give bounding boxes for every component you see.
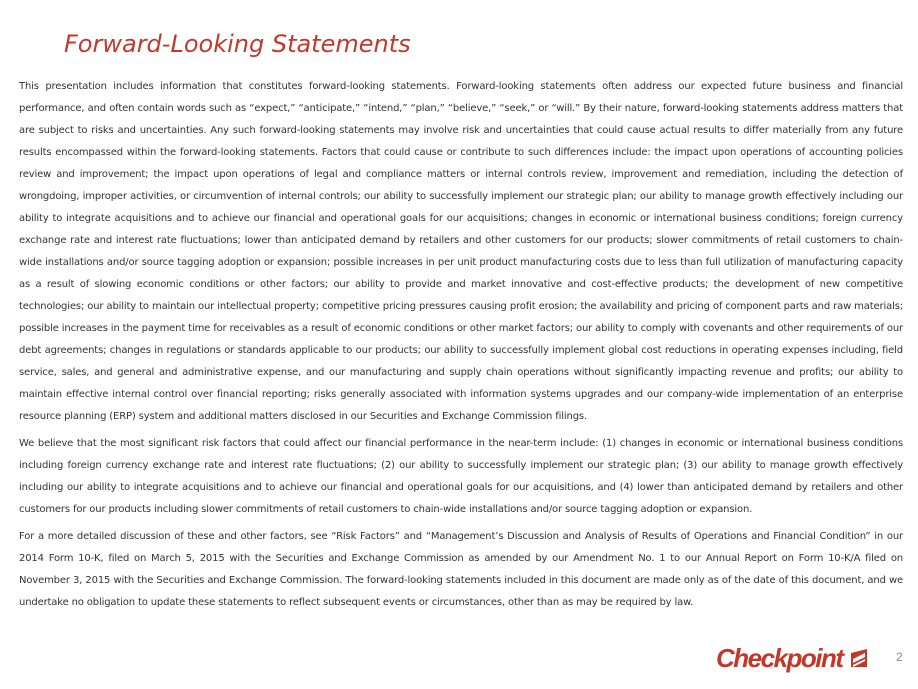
paragraph-forward-looking: This presentation includes information that constitutes forward-looking statements. Forward-looking statements often address our expected future business and financial performance, and often contain words such as “expect,” “anticipate,” “intend,” “plan,” “believe,” “seek,” or “will.” By their nature, forward-looking statements address matters that are subject to risks and uncertainties. Any such forward-looking statements may involve risk and uncertainties that could cause actual results to differ materially from any future results encompassed within the forward-looking statements. Factors that could cause or contribute to such differences include: the impact upon operations of accounting policies review and improvement; the impact upon operations of legal and compliance matters or internal controls review, improvement and remediation, including the detection of wrongdoing, improper activities, or circumvention of internal controls; our ability to successfully implement our strategic plan; our ability to manage growth effectively including our ability to integrate acquisitions and to achieve our financial and operational goals for our acquisitions; changes in economic or international business conditions; foreign currency exchange rate and interest rate fluctuations; lower than anticipated demand by retailers and other customers for our products; slower commitments of retail customers to chain-wide installations and/or source tagging adoption or expansion; possible increases in per unit product manufacturing costs due to less than full utilization of manufacturing capacity as a result of slowing economic conditions or other factors; our ability to provide and market innovative and cost-effective products; the development of new competitive technologies; our ability to maintain our intellectual property; competitive pricing pressures causing profit erosion; the availability and pricing of component parts and raw materials; possible increases in the payment time for receivables as a result of economic conditions or other market factors; our ability to comply with covenants and other requirements of our debt agreements; changes in regulations or standards applicable to our products; our ability to successfully implement global cost reductions in operating expenses including, field service, sales, and general and administrative expense, and our manufacturing and supply chain operations without significantly impacting revenue and profits; our ability to maintain effective internal control over financial reporting; risks generally associated with information systems upgrades and our company-wide implementation of an enterprise resource planning (ERP) system and additional matters disclosed in our Securities and Exchange Commission filings.: [19, 81, 903, 422]
paragraph-further-discussion: For a more detailed discussion of these and other factors, see “Risk Factors” and “Management’s Discussion and Analysis of Results of Operations and Financial Condition” in our 2014 Form 10-K, filed on March 5, 2015 with the Securities and Exchange Commission as amended by our Amendment No. 1 to our Annual Report on Form 10-K/A filed on November 3, 2015 with the Securities and Exchange Commission. The forward-looking statements included in this document are made only as of the date of this document, and we undertake no obligation to update these statements to reflect subsequent events or circumstances, other than as may be required by law.: [19, 531, 903, 608]
slide-title: Forward-Looking Statements: [64, 30, 411, 58]
page-number: 2: [896, 650, 903, 664]
paragraph-risk-factors: We believe that the most significant risk factors that could affect our financial performance in the near-term include: (1) changes in economic or international business conditions including foreign currency exchange rate and interest rate fluctuations; (2) our ability to successfully implement our strategic plan; (3) our ability to manage growth effectively including our ability to integrate acquisitions and to achieve our financial and operational goals for our acquisitions, and (4) lower than anticipated demand by retailers and other customers for our products including slower commitments of retail customers to chain-wide installations and/or source tagging adoption or expansion.: [19, 438, 903, 515]
checkpoint-logo-icon: [849, 647, 869, 669]
logo-text: Checkpoint: [716, 642, 843, 673]
company-logo: [716, 640, 876, 676]
slide-body: [19, 76, 903, 619]
